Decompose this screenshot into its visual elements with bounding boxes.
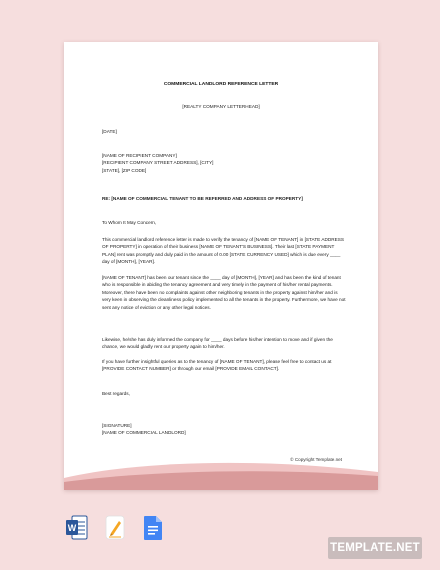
footer-wave-decoration <box>64 450 378 490</box>
paragraph-contact: If you have further insightful queries as to the tenancy of [NAME OF TENANT], please feel free to contact us at [PROVIDE CONTACT NUMBER] or through our email [PROVIDE EMAIL CONTACT]. <box>102 359 332 372</box>
closing: Best regards, <box>102 391 130 396</box>
document-title: COMMERCIAL LANDLORD REFERENCE LETTER <box>163 82 279 87</box>
template-net-logo[interactable]: TEMPLATE.NET <box>328 537 422 559</box>
word-icon[interactable] <box>66 515 86 541</box>
recipient-line: [NAME OF RECIPIENT COMPANY] <box>102 153 177 158</box>
paragraph-move-notice: Likewise, he/she has duly informed the company for ____ days before his/her intention to move and if given the chance, we would gladly rent our property again to him/her. <box>102 337 333 350</box>
recipient-block <box>102 152 346 174</box>
google-docs-icon[interactable] <box>143 515 163 541</box>
recipient-line: [RECIPIENT COMPANY STREET ADDRESS], [CITY] <box>102 160 214 166</box>
subject-line: RE: [NAME OF COMMERCIAL TENANT TO BE REFERRED AND ADDRESS OF PROPERTY] <box>102 196 303 201</box>
date-line: [DATE] <box>102 129 117 134</box>
document-preview <box>64 42 378 490</box>
signer-name: [NAME OF COMMERCIAL LANDLORD] <box>102 430 186 436</box>
signature-block <box>102 422 346 437</box>
pages-icon[interactable] <box>104 515 124 541</box>
recipient-line: [STATE], [ZIP CODE] <box>102 167 147 173</box>
copyright-text: © Copyright Template.net <box>290 457 342 462</box>
salutation: To Whom It May Concern, <box>102 220 157 225</box>
svg-text:W: W <box>67 523 77 533</box>
paragraph-verification: This commercial landlord reference letter is made to verify the tenancy of [NAME OF TENANT] in [STATE ADDRESS OF PROPERTY] in operation of their business [NAME OF TENANT'S BUSINESS]. Their last [STATE PAYMENT PLAN] rent was promptly and duly paid in the amount of 0.00 [STATE CURRENCY USED] which is due every ____ day of [MONTH], [YEAR]. <box>102 237 345 265</box>
paragraph-tenancy: [NAME OF TENANT] has been our tenant since the ____ day of [MONTH], [YEAR] and has been the kind of tenant who is responsible in abiding the tenancy agreement and very timely in the payment of his/her rental payments. Moreover, there have been no complaints against other neighboring tenants in the property against him/her and is very keen in observing the cleanliness policy implemented to all the tenants in the property. Furthermore, we have not sent any notice of eviction or any other legal notices. <box>102 275 346 310</box>
letterhead: [REALTY COMPANY LETTERHEAD] <box>182 104 260 109</box>
signature-line: [SIGNATURE] <box>102 423 132 428</box>
